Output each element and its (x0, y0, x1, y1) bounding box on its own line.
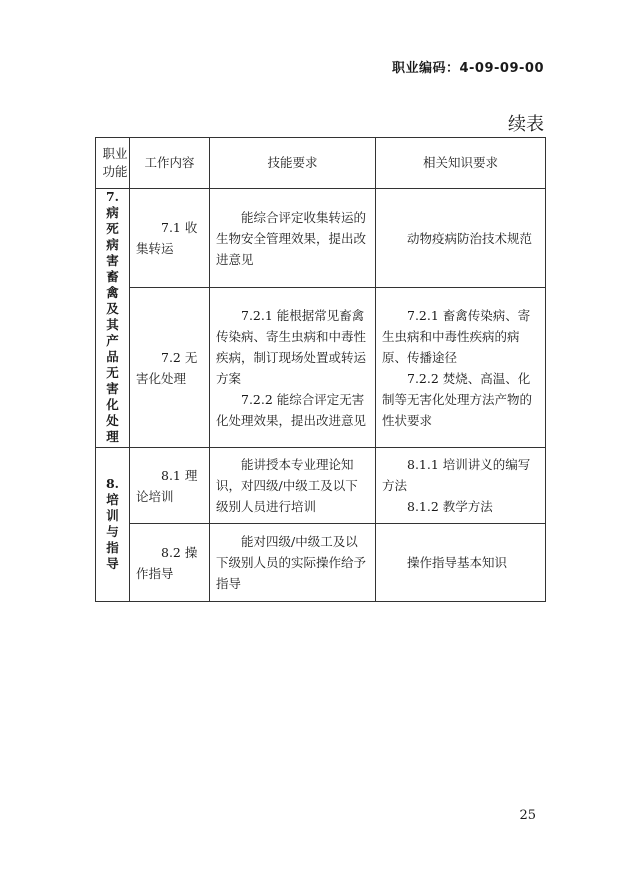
work-content-cell: 8.2 操作指导 (130, 524, 210, 602)
header-knowledge: 相关知识要求 (376, 138, 546, 189)
work-content-cell: 7.1 收集转运 (130, 189, 210, 288)
skills-cell: 能综合评定收集转运的生物安全管理效果，提出改进意见 (210, 189, 376, 288)
function-cell: 8. 培训与指导 (96, 448, 130, 602)
header-skills: 技能要求 (210, 138, 376, 189)
occupation-code: 职业编码：4-09-09-00 (391, 61, 544, 76)
work-content-cell: 7.2 无害化处理 (130, 288, 210, 448)
continued-label: 续表 (508, 114, 544, 135)
knowledge-cell: 操作指导基本知识 (376, 524, 546, 602)
function-cell: 7. 病死病害畜禽及其产品无害化处理 (96, 189, 130, 448)
skills-cell: 能对四级/中级工及以下级别人员的实际操作给予指导 (210, 524, 376, 602)
table-header-row (96, 138, 546, 189)
table-row (96, 448, 546, 524)
page-number: 25 (519, 808, 536, 823)
skills-cell: 能讲授本专业理论知识，对四级/中级工及以下级别人员进行培训 (210, 448, 376, 524)
work-content-cell: 8.1 理论培训 (130, 448, 210, 524)
table-row (96, 524, 546, 602)
table-row (96, 189, 546, 288)
knowledge-cell: 动物疫病防治技术规范 (376, 189, 546, 288)
knowledge-cell: 7.2.1 畜禽传染病、寄生虫病和中毒性疾病的病原、传播途径 7.2.2 焚烧、高温、化制等无害化处理方法产物的性状要求 (376, 288, 546, 448)
skills-cell: 7.2.1 能根据常见畜禽传染病、寄生虫病和中毒性疾病，制订现场处置或转运方案 7.2.2 能综合评定无害化处理效果，提出改进意见 (210, 288, 376, 448)
knowledge-cell: 8.1.1 培训讲义的编写方法 8.1.2 教学方法 (376, 448, 546, 524)
header-function: 职业功能 (96, 138, 130, 189)
header-content: 工作内容 (130, 138, 210, 189)
table-row (96, 288, 546, 448)
skills-table (95, 137, 546, 602)
